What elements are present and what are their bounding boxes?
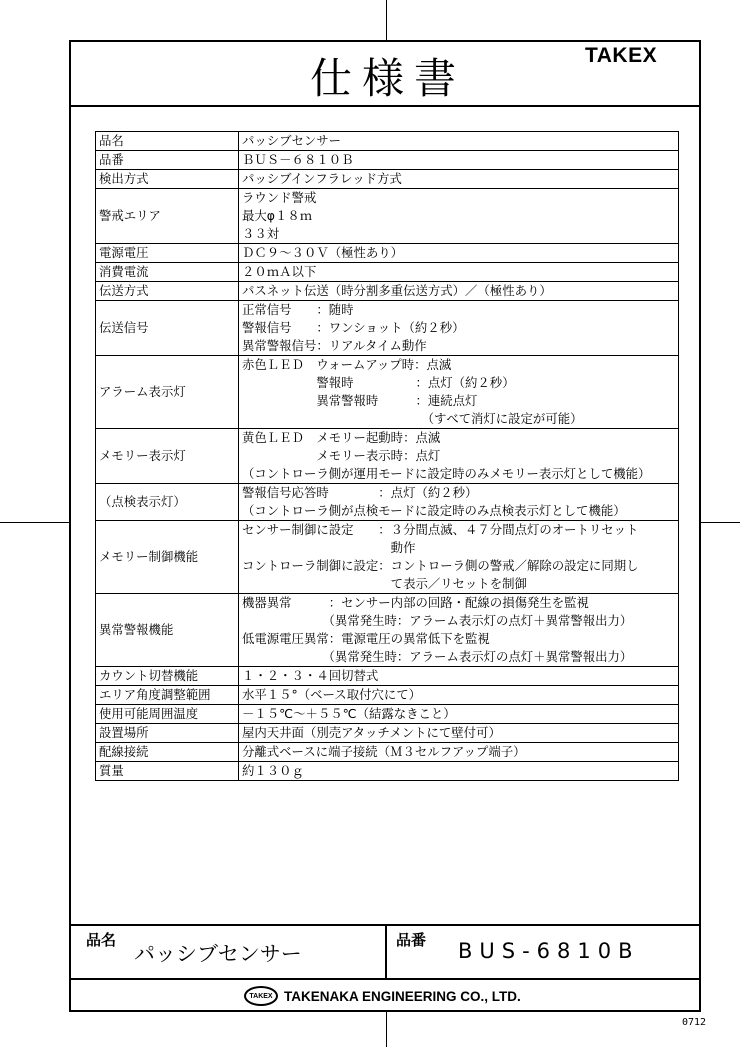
spec-value: ２０ｍＡ以下 (239, 263, 679, 282)
spec-key: メモリー制御機能 (96, 521, 239, 594)
spec-row (96, 594, 679, 667)
spec-row (96, 151, 679, 170)
spec-row (96, 282, 679, 301)
spec-value: 赤色ＬＥＤ ウォームアップ時：点滅 警報時 ：点灯（約２秒） 異常警報時 ：連続点灯 （すべて消灯に設定が可能） (239, 356, 679, 429)
spec-value: 警報信号応答時 ：点灯（約２秒） （コントローラ側が点検モードに設定時のみ点検表示灯として機能） (239, 484, 679, 521)
footer-name-label: 品名 (86, 931, 117, 949)
spec-value: 黄色ＬＥＤ メモリー起動時：点滅 メモリー表示時：点灯 （コントローラ側が運用モードに設定時のみメモリー表示灯として機能） (239, 429, 679, 484)
spec-key: 設置場所 (96, 724, 239, 743)
spec-key: 電源電圧 (96, 244, 239, 263)
spec-key: 異常警報機能 (96, 594, 239, 667)
spec-table (95, 131, 679, 781)
spec-key: メモリー表示灯 (96, 429, 239, 484)
spec-key: 配線接続 (96, 743, 239, 762)
spec-value: １・２・３・４回切替式 (239, 667, 679, 686)
crop-mark-bottom (386, 1012, 387, 1047)
spec-row (96, 521, 679, 594)
spec-value: ＤＣ９～３０Ｖ（極性あり） (239, 244, 679, 263)
spec-key: 伝送方式 (96, 282, 239, 301)
spec-key: アラーム表示灯 (96, 356, 239, 429)
spec-key: 伝送信号 (96, 301, 239, 356)
spec-row (96, 301, 679, 356)
crop-mark-top (386, 0, 387, 40)
spec-value: パスネット伝送（時分割多重伝送方式）／（極性あり） (239, 282, 679, 301)
spec-row (96, 263, 679, 282)
spec-value: 約１３０ｇ (239, 762, 679, 781)
spec-value: 分離式ベースに端子接続（Ｍ３セルフアップ端子） (239, 743, 679, 762)
company-badge: TAKEX (244, 986, 278, 1006)
crop-mark-right (701, 522, 740, 523)
spec-key: 警戒エリア (96, 189, 239, 244)
spec-row (96, 429, 679, 484)
spec-value: 水平１５°（ベース取付穴にて） (239, 686, 679, 705)
spec-value: 機器異常 ：センサー内部の回路・配線の損傷発生を監視 （異常発生時：アラーム表示灯の点灯＋異常警報出力） 低電源電圧異常：電源電圧の異常低下を監視 （異常発生時：アラーム表示灯の点灯＋異常警報出力） (239, 594, 679, 667)
spec-value: パッシブセンサー (239, 132, 679, 151)
page-title: 仕様書 (310, 54, 467, 103)
spec-row (96, 356, 679, 429)
spec-row (96, 484, 679, 521)
spec-row (96, 189, 679, 244)
spec-value: －１５℃～＋５５℃（結露なきこと） (239, 705, 679, 724)
footer-product-number: BUS-6810B (458, 939, 640, 963)
company-name: TAKENAKA ENGINEERING CO., LTD. (284, 988, 521, 1004)
spec-row (96, 132, 679, 151)
spec-row (96, 244, 679, 263)
spec-key: エリア角度調整範囲 (96, 686, 239, 705)
spec-row (96, 170, 679, 189)
spec-value: ラウンド警戒 最大φ１８ｍ ３３対 (239, 189, 679, 244)
spec-key: 検出方式 (96, 170, 239, 189)
spec-value: ＢＵＳ－６８１０Ｂ (239, 151, 679, 170)
spec-value: パッシブインフラレッド方式 (239, 170, 679, 189)
spec-key: 質量 (96, 762, 239, 781)
brand-logo: TAKEX (585, 44, 658, 67)
spec-row (96, 724, 679, 743)
spec-row (96, 743, 679, 762)
spec-value: センサー制御に設定 ：３分間点滅、４７分間点灯のオートリセット 動作 コントローラ制御に設定：コントローラ側の警戒／解除の設定に同期し て表示／リセットを制御 (239, 521, 679, 594)
document-code: 0712 (682, 1017, 707, 1028)
spec-key: 消費電流 (96, 263, 239, 282)
spec-row (96, 762, 679, 781)
spec-key: 品名 (96, 132, 239, 151)
footer-product-name: パッシブセンサー (134, 942, 302, 966)
company-block (244, 984, 521, 1008)
spec-value: 正常信号 ：随時 警報信号 ：ワンショット（約２秒） 異常警報信号：リアルタイム動作 (239, 301, 679, 356)
spec-row (96, 686, 679, 705)
spec-row (96, 667, 679, 686)
footer-number-label: 品番 (396, 931, 427, 949)
spec-value: 屋内天井面（別売アタッチメントにて壁付可） (239, 724, 679, 743)
spec-row (96, 705, 679, 724)
crop-mark-left (0, 522, 69, 523)
spec-key: （点検表示灯） (96, 484, 239, 521)
spec-key: 品番 (96, 151, 239, 170)
spec-key: 使用可能周囲温度 (96, 705, 239, 724)
footer-divider-middle (385, 924, 387, 980)
spec-key: カウント切替機能 (96, 667, 239, 686)
